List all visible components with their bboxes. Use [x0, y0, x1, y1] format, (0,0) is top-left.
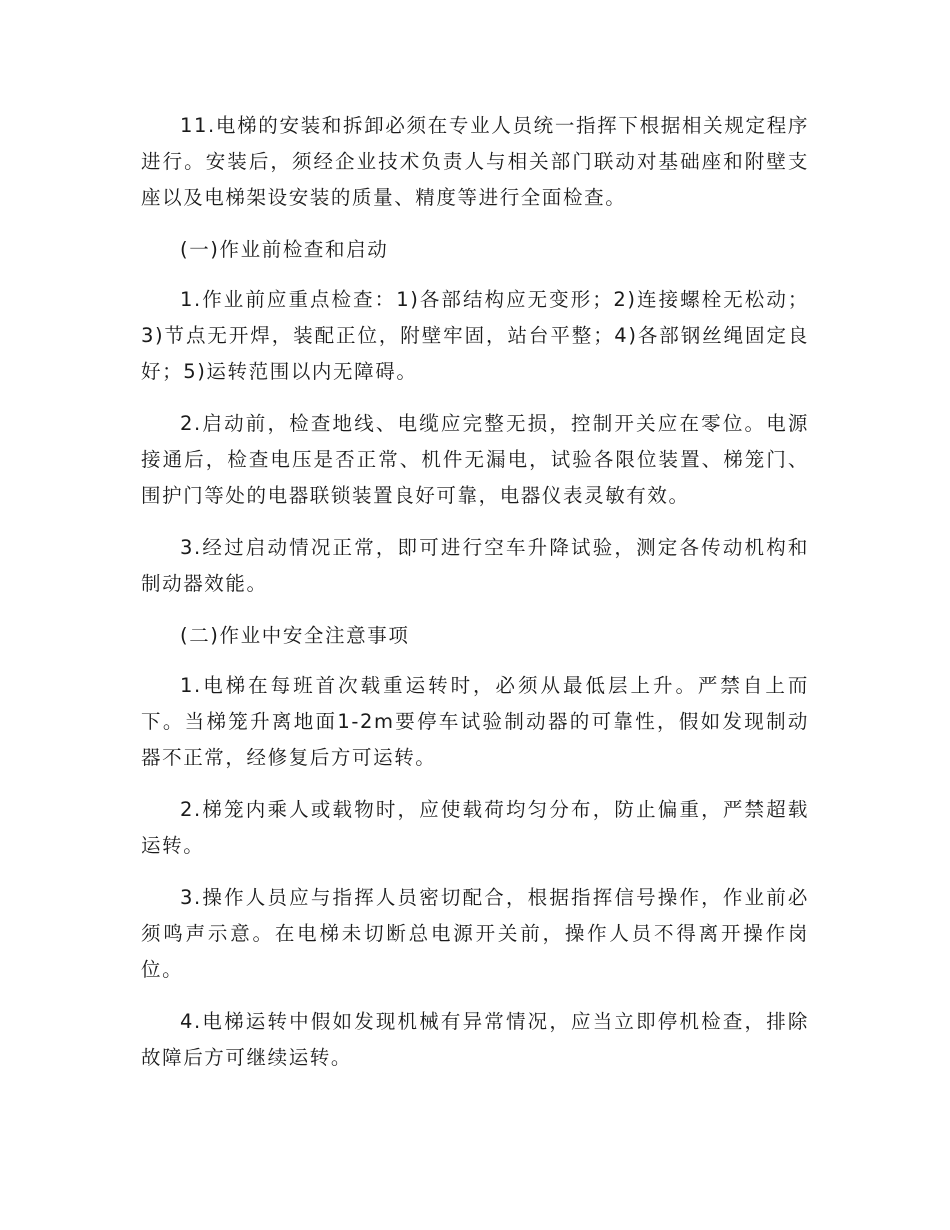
paragraph-first-load-run: 1.电梯在每班首次载重运转时，必须从最低层上升。严禁自上而下。当梯笼升离地面1-2m要停车试验制动器的可靠性，假如发现制动器不正常，经修复后方可运转。	[141, 674, 809, 769]
paragraph-load-distribution: 2.梯笼内乘人或载物时，应使载荷均匀分布，防止偏重，严禁超载运转。	[141, 798, 809, 857]
section-heading-operation-safety: (二)作业中安全注意事项	[180, 624, 410, 647]
paragraph-startup-checks: 2.启动前，检查地线、电缆应完整无损，控制开关应在零位。电源接通后，检查电压是否正常、机件无漏电，试验各限位装置、梯笼门、围护门等处的电器联锁装置良好可靠，电器仪表灵敏有效。	[141, 412, 809, 507]
paragraph-abnormal-stop: 4.电梯运转中假如发现机械有异常情况，应当立即停机检查，排除故障后方可继续运转。	[141, 1010, 809, 1069]
section-heading-pre-operation: (一)作业前检查和启动	[180, 238, 389, 261]
paragraph-operator-coordination: 3.操作人员应与指挥人员密切配合，根据指挥信号操作，作业前必须鸣声示意。在电梯未切断总电源开关前，操作人员不得离开操作岗位。	[141, 886, 809, 981]
paragraph-pre-operation-checks: 1.作业前应重点检查：1)各部结构应无变形；2)连接螺栓无松动；3)节点无开焊，装配正位，附壁牢固，站台平整；4)各部钢丝绳固定良好；5)运转范围以内无障碍。	[141, 288, 809, 383]
paragraph-empty-run-test: 3.经过启动情况正常，即可进行空车升降试验，测定各传动机构和制动器效能。	[141, 536, 809, 595]
paragraph-installation-inspection: 11.电梯的安装和拆卸必须在专业人员统一指挥下根据相关规定程序进行。安装后，须经企业技术负责人与相关部门联动对基础座和附壁支座以及电梯架设安装的质量、精度等进行全面检查。	[141, 114, 809, 209]
document-body	[141, 108, 809, 1092]
